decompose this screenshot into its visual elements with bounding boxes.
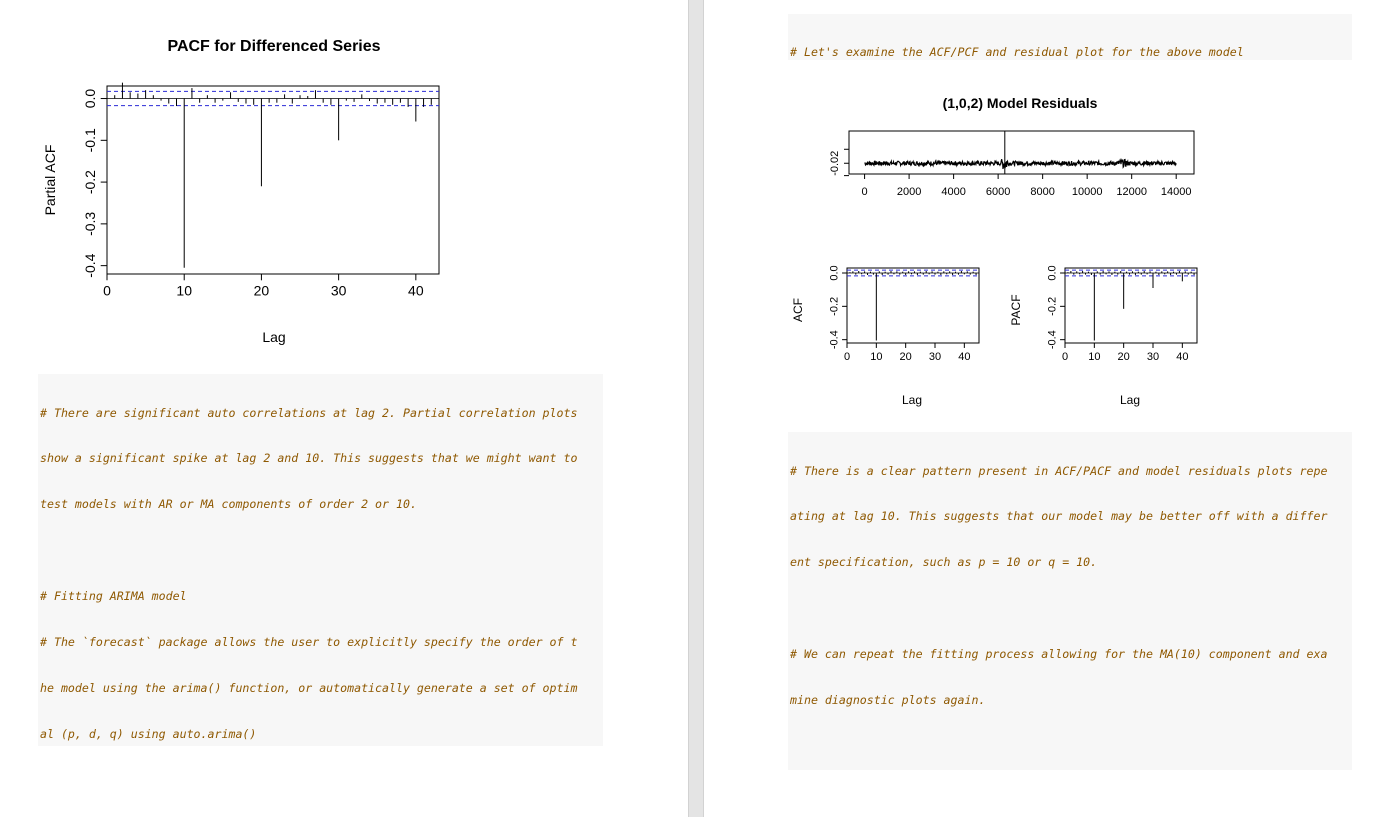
x-tick-label: 0 [1061,351,1069,364]
pacf-small-xlabel: Lag [1119,393,1141,407]
comment-line: # Let's examine the ACF/PCF and residual plot for the above model [790,44,1244,59]
x-tick-label: 8000 [1030,186,1055,198]
pacf-xlabel: Lag [262,329,286,345]
y-tick-label: -0.1 [82,128,99,153]
right-top-code-block [788,14,1352,60]
comment-line: mine diagnostic plots again. [790,693,986,708]
residuals-frame [849,131,1194,174]
right-page [704,0,1394,817]
x-tick-label: 10 [1088,351,1101,364]
y-tick-label: -0.2 [82,170,99,195]
acf-xlabel: Lag [901,393,923,407]
y-tick-label: 0.0 [1046,265,1059,281]
x-tick-label: 12000 [1116,186,1147,198]
residuals-title: (1,0,2) Model Residuals [942,95,1098,111]
residual-series-line [865,159,1177,169]
acf-ylabel: ACF [791,298,805,322]
x-tick-label: 20 [1117,351,1130,364]
y-tick-label: -0.4 [82,253,99,278]
y-tick-label: -0.4 [828,330,841,350]
comment-line: # Fitting ARIMA model [40,589,187,604]
x-tick-label: 0 [103,282,111,299]
right-bottom-code-block [788,432,1352,770]
pacf-frame [107,86,439,274]
x-tick-label: 14000 [1160,186,1192,198]
x-tick-label: 20 [253,282,270,299]
x-tick-label: 30 [330,282,347,299]
pacf-small-frame [1065,268,1197,343]
left-page [0,0,688,817]
pacf-small-ylabel: PACF [1009,294,1023,326]
comment-line: al (p, d, q) using auto.arima() [40,726,257,741]
x-tick-label: 0 [861,186,868,198]
y-tick-label: -0.2 [828,296,841,316]
comment-line: # The `forecast` package allows the user to explicitly specify the order of t [40,635,578,650]
x-tick-label: 2000 [896,186,922,198]
x-tick-label: 20 [899,351,912,364]
y-tick-label: 0.0 [828,265,841,281]
page-gutter [688,0,704,817]
y-tick-label: -0.3 [82,211,99,236]
residuals-plot [704,85,1394,425]
comment-line: show a significant spike at lag 2 and 10. This suggests that we might want to [40,451,578,466]
comment-line: ent specification, such as p = 10 or q = 10. [790,555,1098,570]
x-tick-label: 40 [1176,351,1189,364]
comment-line: test models with AR or MA components of order 2 or 10. [40,497,417,512]
y-tick-label: -0.2 [1046,296,1059,316]
x-tick-label: 40 [408,282,424,299]
x-tick-label: 10000 [1071,186,1103,198]
pacf-ylabel: Partial ACF [42,144,58,216]
comment-line: ating at lag 10. This suggests that our model may be better off with a differ [790,509,1328,524]
x-tick-label: 4000 [941,186,966,198]
x-tick-label: 10 [176,282,192,299]
x-tick-label: 6000 [985,186,1011,198]
y-tick-label: -0.02 [829,150,841,176]
y-tick-label: 0.0 [82,88,99,109]
comment-line: # There are significant auto correlations at lag 2. Partial correlation plots [40,405,578,420]
comment-line: # We can repeat the fitting process allowing for the MA(10) component and exa [790,647,1328,662]
x-tick-label: 10 [870,351,883,364]
x-tick-label: 40 [958,351,971,364]
acf-frame [847,268,979,343]
y-tick-label: -0.4 [1046,330,1059,350]
x-tick-label: 30 [928,351,942,364]
pacf-plot [0,0,688,365]
comment-line: he model using the arima() function, or automatically generate a set of optim [40,680,578,695]
x-tick-label: 30 [1146,351,1160,364]
comment-line: # There is a clear pattern present in ACF/PACF and model residuals plots repe [790,463,1328,478]
left-code-block [38,374,603,746]
x-tick-label: 0 [843,351,851,364]
pacf-title: PACF for Differenced Series [167,38,381,55]
